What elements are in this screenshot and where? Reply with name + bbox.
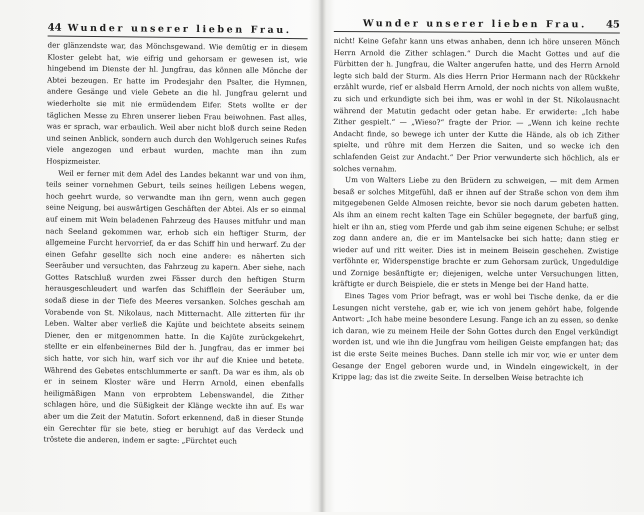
right-page <box>321 0 644 514</box>
left-page-header <box>48 23 308 40</box>
right-paragraph-1: nicht! Keine Gefahr kann uns etwas anhaben, denn ich höre unseren Mönch Herrn Arnold die Zither schlagen.“ Durch die Macht Gottes und auf die Fürbitten der h. Jungfrau, die Walter angerufen hatte, und des Herrn Arnold legte sich bald der Sturm. Als dies Herrn Prior Hermann nach der Rückkehr erzählt wurde, rief er alsbald Herrn Arnold, der noch nichts von allem wußte, zu sich und erkundigte sich bei ihm, was er wohl in der St. Nikolausnacht während der Matutin gedacht oder getan habe. Er erwiderte: „Ich habe Zither gespielt.“ — „Wieso?“ fragte der Prior. — „Wenn ich keine rechte Andacht finde, so bewege ich unter der Kutte die Hände, als ob ich Zither spielte, und rühre mit dem Herzen die Saiten, und so wecke ich den schlafenden Geist zur Andacht.“ Der Prior verwunderte sich höchlich, als er solches vernahm. <box>333 36 620 173</box>
left-page-body <box>43 40 307 448</box>
right-page-number: 45 <box>605 19 620 31</box>
left-paragraph-2: Weil er ferner mit dem Adel des Landes bekannt war und von ihm, teils seiner vornehmen Geburt, teils seines heiligen Lebens wegen, hoch geehrt wurde, so verwandte man ihn gern, wenn auch gegen seine Neigung, bei auswärtigen Geschäften der Abtei. Als er so einmal auf einem mit Wein beladenen Fahrzeug des Hauses mitfuhr und man nach Seeland gekommen war, erhob sich ein heftiger Sturm, der allgemeine Furcht hervorrief, da er das Schiff hin und herwarf. Zu der einen Gefahr gesellte sich noch eine andere: es näherten sich Seeräuber und versuchten, das Fahrzeug zu kapern. Aber siehe, nach Gottes Ratschluß wurden zwei Fässer durch den heftigen Sturm herausgeschleudert und warfen das Schifflein der Seeräuber um, sodaß diese in der Tiefe des Meeres versanken. Solches geschah am Vorabende von St. Nikolaus, nach Mitternacht. Alle zitterten für ihr Leben. Walter aber verließ die Kajüte und beichtete abseits seinem Diener, den er mitgenommen hatte. In die Kajüte zurückgekehrt, stellte er ein elfenbeinernes Bild der h. Jungfrau, das er immer bei sich hatte, vor sich hin, warf sich vor ihr auf die Kniee und betete. Während des Gebetes entschlummerte er sanft. Da war es ihm, als ob er in seinem Kloster wäre und Herrn Arnold, einen ebenfalls heiligmäßigen Mann von erprobtem Lebenswandel, die Zither schlagen höre, und die Süßigkeit der Klänge weckte ihn auf. Es war aber um die Zeit der Matutin. Sofort erkennend, daß in dieser Stunde ein Gerechter für sie bete, stieg er beruhigt auf das Verdeck und tröstete die anderen, indem er sagte: „Fürchtet euch <box>43 168 307 446</box>
left-paragraph-1: der glänzendste war, das Mönchsgewand. Wie demütig er in diesem Kloster gelebt hat, wie eifrig und gehorsam er gewesen ist, wie hingebend im Dienste der hl. Jungfrau, das können alle Mönche der Abtei bezeugen. Er hatte im Prodesjahr den Psalter, die Hymnen, andere Gesänge und viele Gebete an die hl. Jungfrau gelernt und wiederholte sie mit nie ermüdendem Eifer. Stets wollte er der täglichen Messe zu Ehren unserer lieben Frau beiwohnen. Fast alles, was er sprach, war erbaulich. Weil aber nicht bloß durch seine Reden und seinen Anblick, sondern auch durch den Wohlgeruch seines Rufes viele angezogen und erbaut wurden, machte man ihn zum Hospizmeister. <box>46 40 308 166</box>
right-page-body <box>332 35 620 384</box>
left-page-number: 44 <box>47 22 62 34</box>
right-page-header <box>334 18 620 33</box>
right-paragraph-2: Um von Walters Liebe zu den Brüdern zu schweigen, — mit dem Armen besaß er solches Mitgefühl, daß er ihnen auf der Straße schon von dem ihm mitgegebenen Gelde Almosen reichte, bevor sie noch darum gebeten hatten. Als ihm an einem recht kalten Tage ein Schüler begegnete, der barfuß ging, hielt er ihn an, stieg vom Pferde und gab ihm seine eigenen Schuhe; er selbst zog dann andere an, die er im Mantelsacke bei sich hatte; dann stieg er wieder auf und ritt weiter. Dies ist in meinem Beisein geschehen. Zwistige verföhnte er, Widerspenstige brachte er zum Gehorsam zurück, Ungeduldige und Zornige besänftigte er; diejenigen, welche unter Versuchungen litten, kräftigte er durch Beispiele, die er stets in Menge bei der Hand hatte. <box>332 175 620 290</box>
right-paragraph-3: Eines Tages vom Prior befragt, was er wohl bei Tische denke, da er die Lesungen nicht verstehe, gab er, wie ich von jenem gehört habe, folgende Antwort: „Ich habe meine besondere Lesung. Fange ich an zu essen, so denke ich daran, wie zu meinem Heile der Sohn Gottes durch den Engel verkündigt worden ist, und wie ihn die Jungfrau vom heiligen Geiste empfangen hat; das ist die erste Seite meines Buches. Dann stelle ich mir vor, wie er unter dem Gesange der Engel geboren wurde und, in Windeln eingewickelt, in der Krippe lag; das ist die zweite Seite. In derselben Weise betrachte ich <box>332 291 619 383</box>
left-running-head: Wunder unserer lieben Frau. <box>67 22 292 37</box>
right-running-head: Wunder unserer lieben Frau. <box>362 18 587 31</box>
left-page <box>0 0 320 515</box>
